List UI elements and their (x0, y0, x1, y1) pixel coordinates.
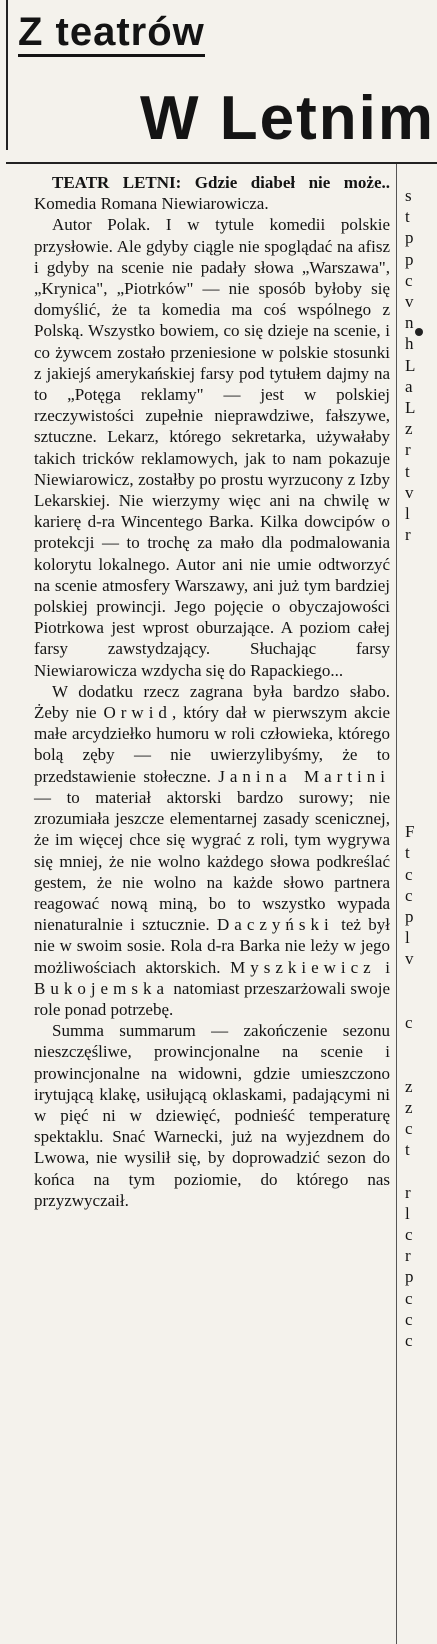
p2-text-c: — to materiał aktorski bardzo surowy; nie zrozumiała jeszcze elementarnej zasady scenicznej, że im więcej chce się wygrać z roli, tym wygrywa się mniej, że nie wolno każdego słowa podkreślać gestem, że nie wolno na każde słowo partnera reagować nową miną, bo to wszystko wypada nienaturalnie i sztucznie. (34, 787, 390, 935)
name-myszkiewicz: Myszkiewicz (230, 957, 376, 977)
lead-rest: Komedia Romana Niewiarowicza. (34, 194, 269, 214)
paragraph-1: Autor Polak. I w tytule komedii polskie przysłowie. Ale gdyby ciągle nie spoglądać na afisz i gdyby na scenie nie padały słowa „Warszawa", „Krynica", „Piotrków" — nie sposób byłoby się domyślić, że ta komedia ma coś wspólnego z Polską. Wszystko bowiem, co się dzieje na scenie, i co żywcem zostało przeniesione w polskie stosunki z jakiejś amerykańskiej farsy pod tytułem dajmy na to „Potęga reklamy" — jest w polskiej rzeczywistości zupełnie nieprawdziwe, fałszywe, sztuczne. Lekarz, którego sekretarka, używałaby takich tricków reklamowych, jak to nam pokazuje Niewiarowicz, zostałby po prostu wyrzucony z Izby Lekarskiej. Nie wierzymy więc ani na chwilę w karierę d-ra Wincentego Barka. Kilka dowcipów o protekcji — to trochę za mało dla podmalowania kolorytu lokalnego. Autor ani nie umie odtworzyć na scenie atmosfery Warszawy, ani już tym bardziej polskiej prowincji. Jego pojęcie o obyczajowości Piotrkowa jest wprost oburzające. A poziom całej farsy zawstydzający. Słuchając farsy Niewiarowicza wzdycha się do Rapackiego... (34, 215, 390, 680)
name-orwid: Orwid (103, 703, 172, 723)
p2-text-e: natomiast przeszarżowali swoje role ponad potrzebę. (34, 978, 390, 1019)
name-bukojemska: Bukojemska (34, 978, 169, 998)
name-martini: Janina Martini (218, 766, 390, 786)
headline-divider (6, 162, 437, 164)
article-headline: W Letnim (140, 84, 435, 153)
paragraph-2 (34, 681, 390, 1020)
name-daczynski: Daczyński (217, 915, 334, 935)
section-title: Z teatrów (18, 10, 205, 57)
p2-text-i: i (375, 957, 390, 977)
left-frame-rule (6, 0, 8, 150)
adjacent-column-fragments: s t p p c v n h L a L z r t v l r F t c c p l v c z z c t r l c r p c c c (405, 186, 416, 1350)
article-lead (34, 172, 390, 214)
lead-bold: TEATR LETNI: Gdzie diabeł nie może.. (52, 173, 390, 192)
column-divider (396, 164, 397, 1644)
paragraph-3: Summa summarum — zakończenie sezonu nieszczęśliwe, prowincjonalne na scenie i prowincjonalne na widowni, gdzie umieszczono irytującą klakę, usiłującą oklaskami, padającymi ni w pięć ni w dziewięć, podnieść temperaturę spektaklu. Snać Warnecki, już na wyjezdnem do Lwowa, nie wysilił się, by doprowadzić sezon do końca na tym poziomie, do którego nas przyzwyczaił. (34, 1021, 390, 1210)
p2-text-b: , który dał w pierwszym akcie małe arcydziełko humoru w roli człowieka, którego bolą zęby — nie uwierzylibyśmy, że to przedstawienie stołeczne. (34, 703, 390, 786)
bullet-dot-icon (415, 328, 423, 336)
p2-text-d: też był nie w swoim sosie. Rola d-ra Barka nie leży w jego możliwościach aktorskich. (34, 915, 390, 977)
p2-text-a: W dodatku rzecz zagrana była bardzo słabo. Żeby nie (34, 681, 390, 723)
article-body (34, 172, 390, 1211)
